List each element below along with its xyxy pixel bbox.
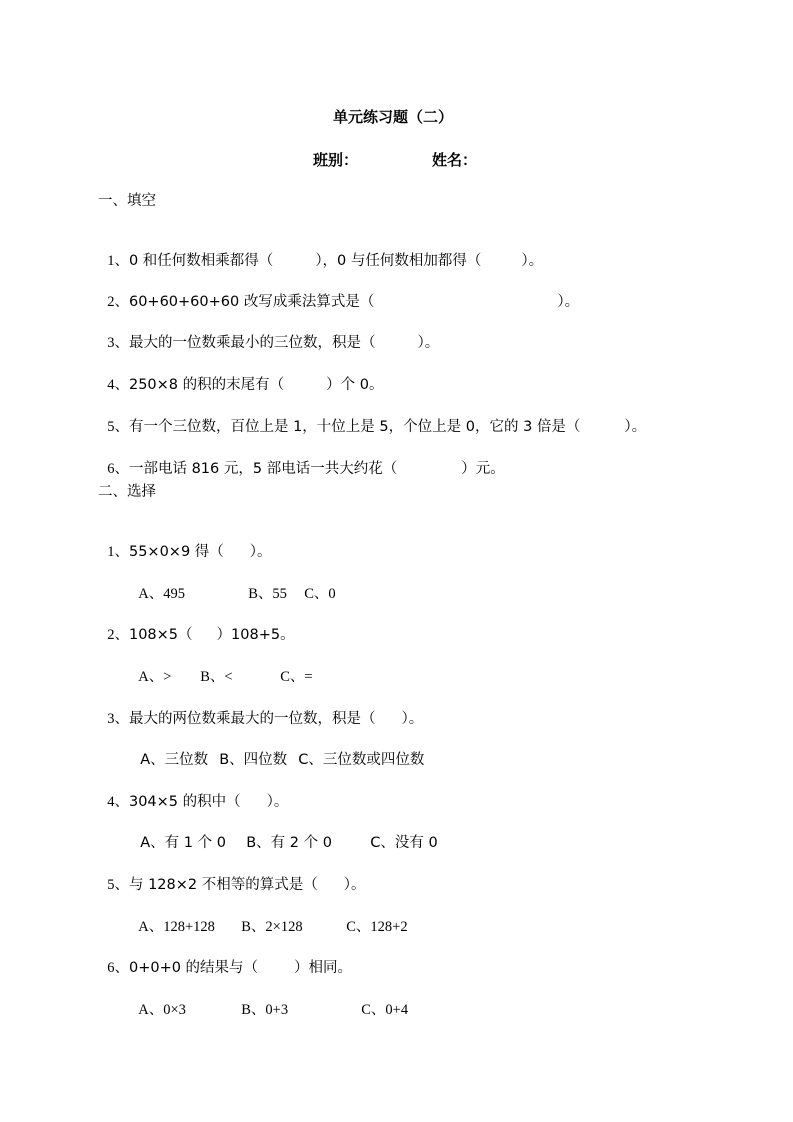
option-b[interactable]: B、0+3 [241,1002,289,1018]
fill-question-5: 5、有一个三位数，百位上是 1，十位上是 5，个位上是 0，它的 3 倍是（ ）。 [107,419,647,435]
fill-question-4: 4、250×8 的积的末尾有（ ）个 0。 [107,377,384,393]
option-c[interactable]: C、三位数或四位数 [298,752,425,768]
option-b[interactable]: B、2×128 [241,919,303,935]
section-heading-choice: 二、选择 [98,484,156,500]
choice-options-2 [131,650,313,686]
option-c[interactable]: C、没有 0 [370,835,438,851]
choice-question-5: 5、与 128×2 不相等的算式是（ ）。 [107,877,366,893]
section-heading-fill-blank: 一、填空 [98,193,156,209]
fill-question-1: 1、0 和任何数相乘都得（ ），0 与任何数相加都得（ ）。 [107,253,544,269]
class-label: 班别： [313,151,359,169]
option-b[interactable]: B、55 [248,586,287,602]
choice-question-4: 4、304×5 的积中（ ）。 [107,794,289,810]
option-c[interactable]: C、0 [304,586,336,602]
fill-question-2: 2、60+60+60+60 改写成乘法算式是（ ）。 [107,294,580,310]
option-b[interactable]: B、< [200,669,233,685]
choice-options-5 [131,900,408,936]
fill-question-3: 3、最大的一位数乘最小的三位数，积是（ ）。 [107,335,440,351]
option-a[interactable]: A、> [138,669,172,685]
choice-question-6: 6、0+0+0 的结果与（ ）相同。 [107,960,353,976]
option-b[interactable]: B、四位数 [219,752,288,768]
choice-question-3: 3、最大的两位数乘最大的一位数，积是（ ）。 [107,711,424,727]
choice-question-2: 2、108×5（ ）108+5。 [107,627,295,643]
choice-options-3 [131,733,424,769]
option-a[interactable]: A、0×3 [138,1002,186,1018]
option-b[interactable]: B、有 2 个 0 [246,835,332,851]
choice-options-4 [131,816,438,852]
fill-question-6: 6、一部电话 816 元，5 部电话一共大约花（ ）元。 [107,461,505,477]
option-c[interactable]: C、= [280,669,313,685]
choice-options-1 [131,567,336,603]
choice-question-1: 1、55×0×9 得（ ）。 [107,544,272,560]
page-title: 单元练习题（二） [333,108,454,126]
choice-options-6 [131,983,408,1019]
option-a[interactable]: A、495 [138,586,185,602]
option-a[interactable]: A、三位数 [140,752,209,768]
question-number: 1、 [107,253,129,269]
option-a[interactable]: A、128+128 [138,919,215,935]
option-a[interactable]: A、有 1 个 0 [140,835,226,851]
name-label: 姓名： [432,151,478,169]
option-c[interactable]: C、128+2 [346,919,408,935]
option-c[interactable]: C、0+4 [361,1002,409,1018]
